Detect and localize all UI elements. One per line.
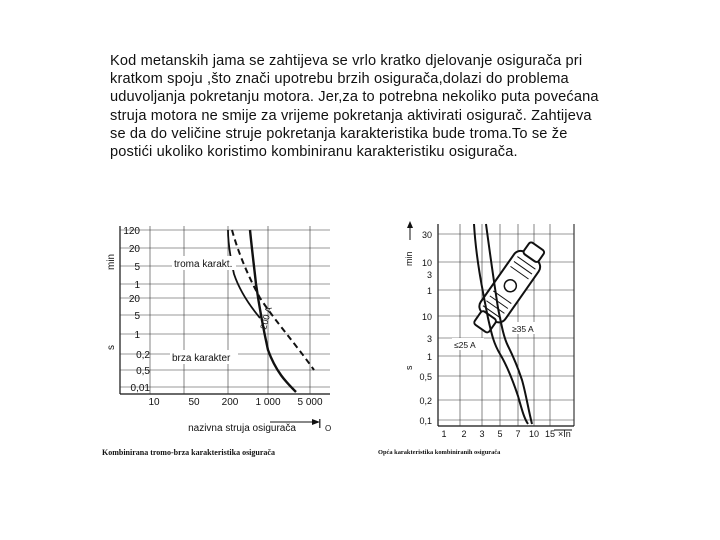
right-x-tick: 15 — [544, 429, 556, 439]
right-chart — [378, 218, 628, 463]
left-y-tick: 0,2 — [136, 350, 150, 361]
left-x-tick: 50 — [188, 397, 200, 408]
right-y-tick: 1 — [426, 286, 432, 296]
left-y-tick: 0,5 — [136, 366, 150, 377]
label-35a: ≥35 A — [512, 324, 534, 334]
paragraph: Kod metanskih jama se zahtijeva se vrlo kratko djelovanje osigurača pri kratkom spoju ,što znači upotrebu brzih osigurača,dolazi do problema uduvoljanja pokretanju motora. Jer,za to potrebna nekoliko puta povećana struja motora ne smije za vrijeme pokretanja aktivirati osigurač. Zahtijeva se da do veličine struje pokretanja karakteristika bude troma.To se že postići ukoliko koristimo kombiniranu karakteristiku osigurača. — [110, 53, 599, 161]
right-x-symbol: ×In — [558, 429, 571, 439]
right-y-tick: 0,2 — [419, 396, 432, 406]
right-y-tick: 1 — [426, 352, 432, 362]
right-y-tick: 30 — [421, 230, 432, 240]
left-y-tick: 1 — [134, 280, 140, 291]
left-x-tick: 1 000 — [255, 397, 281, 408]
left-y-tick: 5 — [134, 262, 140, 273]
right-y-tick: 3 — [426, 270, 432, 280]
left-y-tick: 1 — [134, 330, 140, 341]
brza-label: brza karakter — [172, 353, 231, 364]
left-chart — [100, 222, 350, 462]
right-y-tick: 0,5 — [419, 372, 432, 382]
left-x-label-text: nazivna struja osigurača — [188, 423, 296, 434]
left-x-symbol: I — [318, 416, 322, 431]
left-x-symbol-sub: O — [325, 424, 332, 433]
left-y-tick: 5 — [134, 311, 140, 322]
left-caption: Kombinirana tromo-brza karakteristika osigurača — [102, 448, 275, 457]
right-y-unit-s: s — [404, 365, 414, 370]
left-y-tick: 0,01 — [130, 383, 150, 394]
right-y-unit-min: min — [404, 251, 414, 266]
right-caption: Opća karakteristika kombiniranih osigurača — [378, 449, 501, 456]
left-y-unit-min: min — [106, 253, 117, 270]
left-x-label — [188, 423, 296, 434]
right-x-tick: 5 — [497, 429, 503, 439]
left-y-tick: 120 — [123, 226, 140, 237]
left-x-tick: 10 — [148, 397, 160, 408]
rating-label: 200 A — [258, 305, 274, 331]
right-y-tick: 10 — [421, 312, 432, 322]
right-y-tick: 10 — [421, 258, 432, 268]
label-25a: ≤25 A — [454, 340, 476, 350]
right-x-tick: 7 — [515, 429, 521, 439]
right-x-tick: 10 — [528, 429, 540, 439]
body-text — [110, 52, 610, 161]
left-y-tick: 20 — [128, 244, 140, 255]
right-x-tick: 3 — [479, 429, 485, 439]
left-x-tick: 5 000 — [297, 397, 323, 408]
left-y-tick: 20 — [128, 294, 140, 305]
left-x-tick: 200 — [221, 397, 239, 408]
troma-curve — [232, 230, 314, 370]
right-y-tick: 3 — [426, 334, 432, 344]
left-y-unit-s: s — [106, 345, 117, 350]
right-x-tick: 1 — [441, 429, 447, 439]
troma-label: troma karakt. — [174, 259, 233, 270]
right-y-tick: 0,1 — [419, 416, 432, 426]
right-x-tick: 2 — [461, 429, 467, 439]
